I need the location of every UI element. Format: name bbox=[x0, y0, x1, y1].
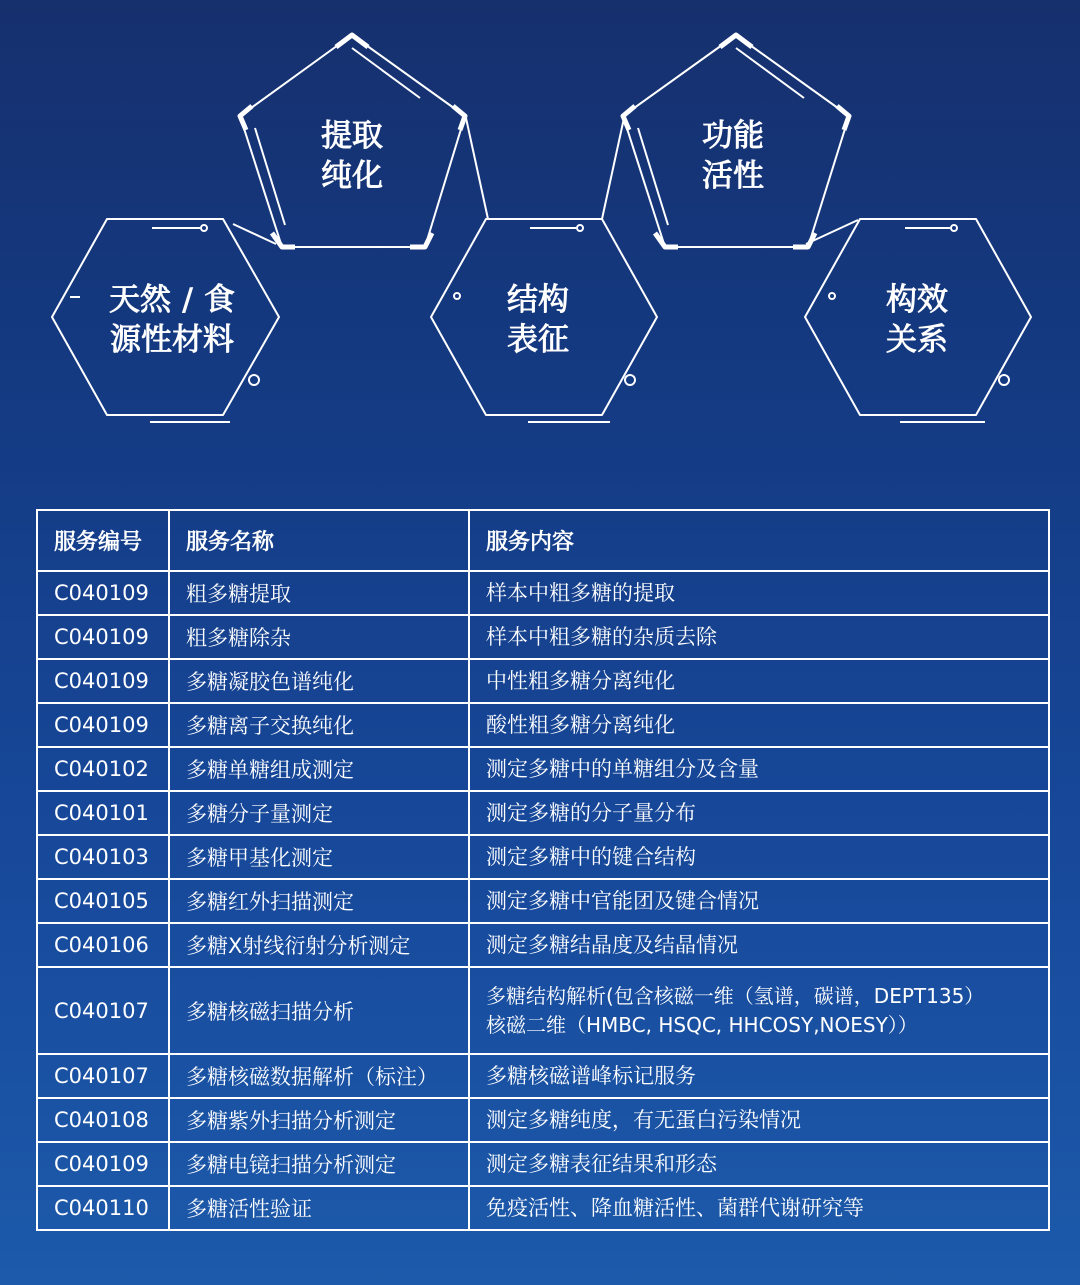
table-row bbox=[37, 1142, 1049, 1186]
table-row bbox=[37, 923, 1049, 967]
service-code: C040102 bbox=[37, 747, 169, 791]
service-name: 粗多糖提取 bbox=[169, 571, 469, 615]
service-content: 样本中粗多糖的提取 bbox=[469, 571, 1049, 615]
service-name: 多糖分子量测定 bbox=[169, 791, 469, 835]
service-name: 多糖离子交换纯化 bbox=[169, 703, 469, 747]
table-row bbox=[37, 571, 1049, 615]
corner-accent bbox=[655, 233, 678, 247]
service-content: 多糖核磁谱峰标记服务 bbox=[469, 1054, 1049, 1098]
diagram-shapes bbox=[0, 0, 1080, 470]
table-row bbox=[37, 791, 1049, 835]
service-name: 多糖电镜扫描分析测定 bbox=[169, 1142, 469, 1186]
node-label-extract: 提取 纯化 bbox=[321, 118, 383, 194]
connector-line bbox=[466, 118, 488, 219]
service-code: C040109 bbox=[37, 659, 169, 703]
table-row bbox=[37, 615, 1049, 659]
service-name: 多糖单糖组成测定 bbox=[169, 747, 469, 791]
deco-line bbox=[352, 48, 420, 98]
service-code: C040108 bbox=[37, 1098, 169, 1142]
table-row bbox=[37, 835, 1049, 879]
process-diagram bbox=[0, 0, 1080, 470]
deco-dot bbox=[625, 375, 635, 385]
table-row bbox=[37, 659, 1049, 703]
service-code: C040106 bbox=[37, 923, 169, 967]
service-code: C040109 bbox=[37, 703, 169, 747]
service-name: 多糖甲基化测定 bbox=[169, 835, 469, 879]
header-service-name: 服务名称 bbox=[169, 510, 469, 571]
table-row bbox=[37, 879, 1049, 923]
connector-line bbox=[233, 224, 276, 244]
connector-line bbox=[602, 118, 624, 219]
table-row bbox=[37, 967, 1049, 1054]
service-code: C040107 bbox=[37, 967, 169, 1054]
node-label-structure: 结构 表征 bbox=[507, 282, 569, 358]
service-name: 多糖凝胶色谱纯化 bbox=[169, 659, 469, 703]
service-name: 多糖紫外扫描分析测定 bbox=[169, 1098, 469, 1142]
deco-line bbox=[736, 48, 804, 98]
service-name: 多糖核磁数据解析（标注） bbox=[169, 1054, 469, 1098]
corner-accent bbox=[410, 233, 432, 247]
service-code: C040109 bbox=[37, 571, 169, 615]
service-code: C040110 bbox=[37, 1186, 169, 1230]
deco-dot bbox=[201, 225, 207, 231]
service-content: 免疫活性、降血糖活性、菌群代谢研究等 bbox=[469, 1186, 1049, 1230]
service-content: 测定多糖中官能团及键合情况 bbox=[469, 879, 1049, 923]
table-row bbox=[37, 1098, 1049, 1142]
corner-accent bbox=[272, 233, 295, 247]
service-content: 中性粗多糖分离纯化 bbox=[469, 659, 1049, 703]
service-content: 样本中粗多糖的杂质去除 bbox=[469, 615, 1049, 659]
corner-accent bbox=[837, 106, 849, 130]
deco-dot bbox=[951, 225, 957, 231]
service-code: C040109 bbox=[37, 615, 169, 659]
service-name: 多糖X射线衍射分析测定 bbox=[169, 923, 469, 967]
corner-accent bbox=[623, 106, 635, 130]
corner-accent bbox=[793, 233, 815, 247]
service-content: 测定多糖中的单糖组分及含量 bbox=[469, 747, 1049, 791]
table-row bbox=[37, 747, 1049, 791]
deco-dot bbox=[249, 375, 259, 385]
node-label-natural: 天然 / 食 源性材料 bbox=[109, 282, 235, 358]
service-code: C040105 bbox=[37, 879, 169, 923]
corner-accent bbox=[720, 35, 752, 47]
deco-dot bbox=[454, 293, 460, 299]
table-header-row bbox=[37, 510, 1049, 571]
service-content: 酸性粗多糖分离纯化 bbox=[469, 703, 1049, 747]
services-table bbox=[36, 509, 1050, 1231]
service-name: 多糖红外扫描测定 bbox=[169, 879, 469, 923]
corner-accent bbox=[453, 106, 465, 130]
service-code: C040103 bbox=[37, 835, 169, 879]
service-content: 测定多糖结晶度及结晶情况 bbox=[469, 923, 1049, 967]
header-service-code: 服务编号 bbox=[37, 510, 169, 571]
deco-dot bbox=[577, 225, 583, 231]
service-code: C040107 bbox=[37, 1054, 169, 1098]
service-name: 粗多糖除杂 bbox=[169, 615, 469, 659]
node-label-relation: 构效 关系 bbox=[886, 282, 948, 358]
service-content: 测定多糖的分子量分布 bbox=[469, 791, 1049, 835]
service-content: 多糖结构解析(包含核磁一维（氢谱，碳谱，DEPT135） 核磁二维（HMBC, HSQC, HHCOSY,NOESY）） bbox=[469, 967, 1049, 1054]
service-code: C040109 bbox=[37, 1142, 169, 1186]
node-label-function: 功能 活性 bbox=[702, 118, 764, 194]
service-code: C040101 bbox=[37, 791, 169, 835]
table-row bbox=[37, 703, 1049, 747]
table-row bbox=[37, 1054, 1049, 1098]
deco-dot bbox=[999, 375, 1009, 385]
corner-accent bbox=[336, 35, 368, 47]
corner-accent bbox=[240, 106, 252, 130]
service-name: 多糖核磁扫描分析 bbox=[169, 967, 469, 1054]
service-name: 多糖活性验证 bbox=[169, 1186, 469, 1230]
service-content: 测定多糖纯度，有无蛋白污染情况 bbox=[469, 1098, 1049, 1142]
service-content: 测定多糖表征结果和形态 bbox=[469, 1142, 1049, 1186]
header-service-content: 服务内容 bbox=[469, 510, 1049, 571]
table-row bbox=[37, 1186, 1049, 1230]
deco-dot bbox=[829, 293, 835, 299]
service-content: 测定多糖中的键合结构 bbox=[469, 835, 1049, 879]
